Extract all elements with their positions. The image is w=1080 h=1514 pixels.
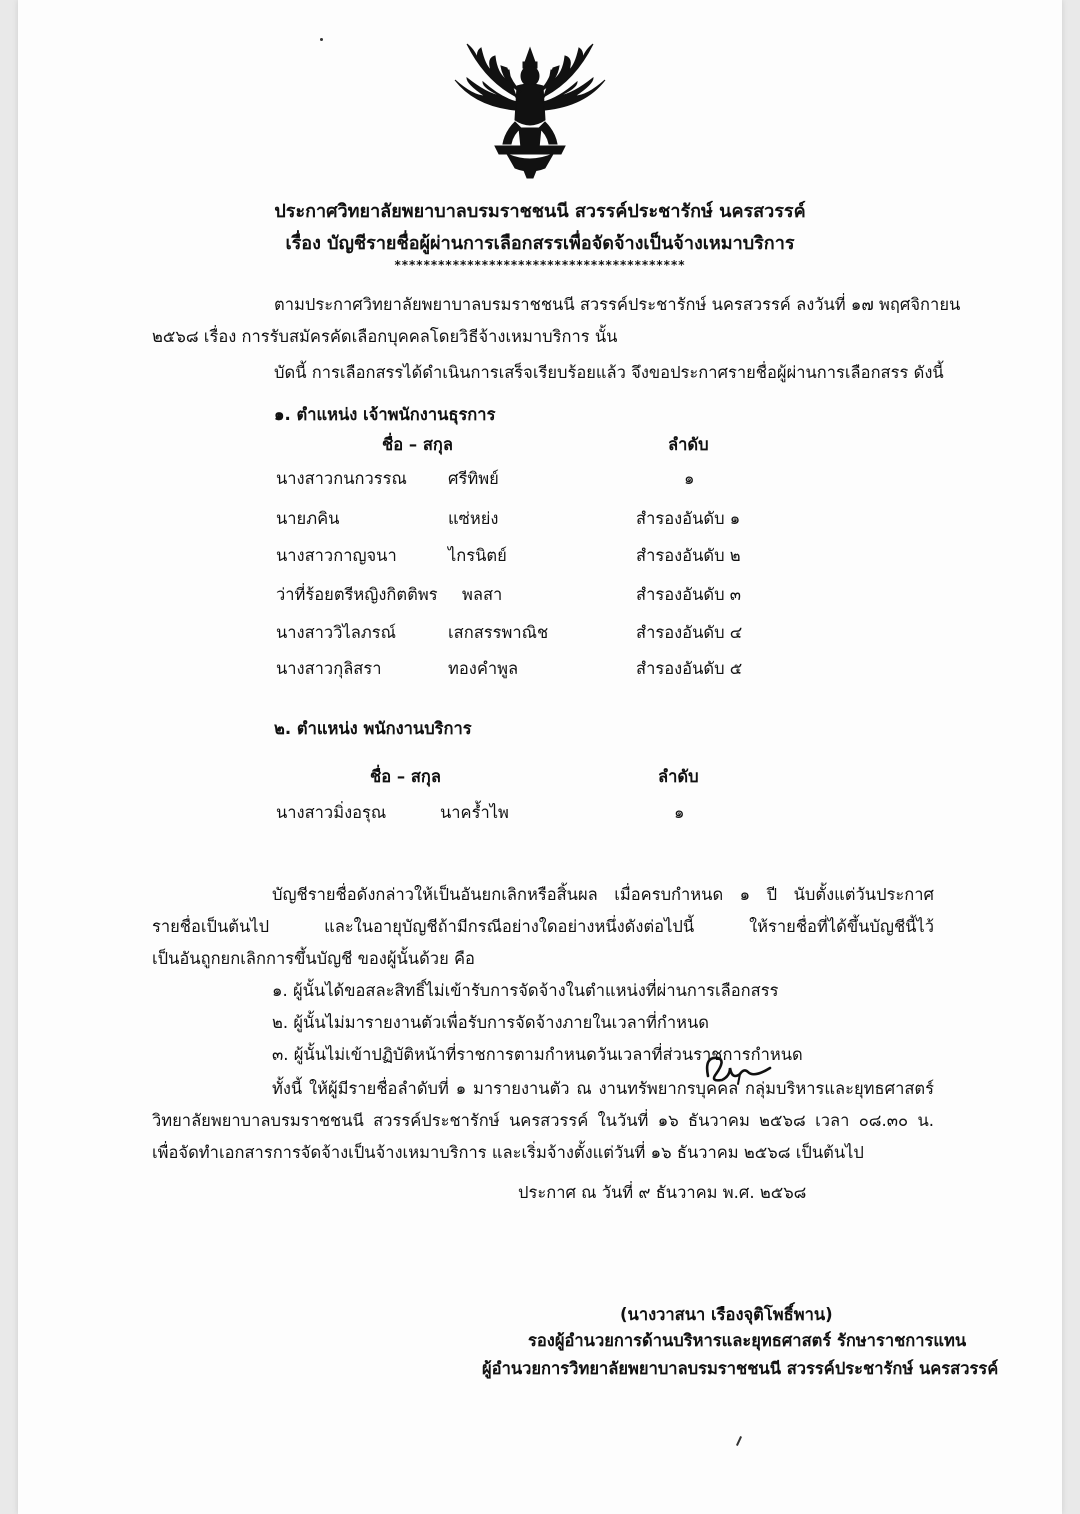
signatory-title-2: ผู้อำนวยการวิทยาลัยพยาบาลบรมราชชนนี สวรรค์ประชารักษ์ นครสวรรค์ (482, 1359, 999, 1378)
s1-row-4-rank: สำรองอันดับ ๓ (636, 585, 742, 604)
s2-row-1-first: นางสาวมิ่งอรุณ (276, 803, 387, 822)
report-line-2: วิทยาลัยพยาบาลบรมราชชนนี สวรรค์ประชารักษ์ นครสวรรค์ ในวันที่ ๑๖ ธันวาคม ๒๕๖๘ เวลา ๐๘.๓๐ น. (152, 1111, 934, 1130)
section-2-col-name: ชื่อ – สกุล (370, 767, 442, 786)
announcement-title: ประกาศวิทยาลัยพยาบาลบรมราชชนนี สวรรค์ประชารักษ์ นครสวรรค์ (274, 201, 806, 222)
signatory-title-1: รองผู้อำนวยการด้านบริหารและยุทธศาสตร์ รักษาราชการแทน (528, 1331, 967, 1350)
intro-line-2: ๒๕๖๘ เรื่อง การรับสมัครคัดเลือกบุคคลโดยวิธีจ้างเหมาบริการ นั้น (152, 327, 618, 346)
condition-item-3: ๓. ผู้นั้นไม่เข้าปฏิบัติหน้าที่ราชการตามกำหนดวันเวลาที่ส่วนราชการกำหนด (272, 1045, 803, 1064)
s1-row-1-rank: ๑ (684, 469, 695, 488)
condition-item-2: ๒. ผู้นั้นไม่มารายงานตัวเพื่อรับการจัดจ้างภายในเวลาที่กำหนด (272, 1013, 709, 1032)
s1-row-6-last: ทองคำพูล (448, 659, 519, 678)
s1-row-4-first: ว่าที่ร้อยตรีหญิงกิตติพร (276, 585, 438, 604)
handwritten-signature (700, 1046, 780, 1096)
s1-row-4-last: พลสา (462, 585, 503, 604)
s1-row-2-first: นายภคิน (276, 509, 340, 528)
s1-row-1-last: ศรีทิพย์ (448, 469, 499, 488)
section-2-title: ๒. ตำแหน่ง พนักงานบริการ (274, 719, 472, 738)
star-divider: **************************************** (394, 258, 686, 272)
s1-row-2-last: แซ่หย่ง (448, 509, 499, 528)
conditions-line-2: รายชื่อเป็นต้นไป และในอายุบัญชีถ้ามีกรณีอย่างใดอย่างหนึ่งดังต่อไปนี้ ให้รายชื่อที่ได้ขึ้นบัญชีนี้ไว้ (152, 917, 934, 936)
section-2-col-rank: ลำดับ (658, 767, 699, 786)
s1-row-5-last: เสกสรรพาณิช (448, 623, 549, 642)
s2-row-1-last: นาคร้ำไพ (440, 803, 509, 822)
announce-date: ประกาศ ณ วันที่ ๙ ธันวาคม พ.ศ. ๒๕๖๘ (518, 1183, 807, 1202)
section-1-title: ๑. ตำแหน่ง เจ้าพนักงานธุรการ (274, 405, 496, 424)
s1-row-1-first: นางสาวกนกวรรณ (276, 469, 407, 488)
intro-line-3: บัดนี้ การเลือกสรรได้ดำเนินการเสร็จเรียบร้อยแล้ว จึงขอประกาศรายชื่อผู้ผ่านการเลือกสรร ดังนี้ (274, 363, 944, 382)
report-line-3: เพื่อจัดทำเอกสารการจัดจ้างเป็นจ้างเหมาบริการ และเริ่มจ้างตั้งแต่วันที่ ๑๖ ธันวาคม ๒๕๖๘ เป็นต้นไป (152, 1143, 864, 1162)
signatory-name: (นางวาสนา เรืองจุติโพธิ์พาน) (620, 1305, 833, 1324)
s1-row-5-rank: สำรองอันดับ ๔ (636, 623, 743, 642)
announcement-subject: เรื่อง บัญชีรายชื่อผู้ผ่านการเลือกสรรเพื่อจัดจ้างเป็นจ้างเหมาบริการ (285, 233, 795, 254)
conditions-line-3: เป็นอันถูกยกเลิกการขึ้นบัญชี ของผู้นั้นด้วย คือ (152, 949, 475, 968)
garuda-emblem-icon (445, 40, 615, 180)
s1-row-3-rank: สำรองอันดับ ๒ (636, 546, 741, 565)
s1-row-6-rank: สำรองอันดับ ๕ (636, 659, 743, 678)
intro-line-1: ตามประกาศวิทยาลัยพยาบาลบรมราชชนนี สวรรค์ประชารักษ์ นครสวรรค์ ลงวันที่ ๑๗ พฤศจิกายน (274, 295, 961, 314)
conditions-line-1: บัญชีรายชื่อดังกล่าวให้เป็นอันยกเลิกหรือสิ้นผล เมื่อครบกำหนด ๑ ปี นับตั้งแต่วันประกาศ (272, 885, 934, 904)
speck (320, 38, 323, 41)
s1-row-2-rank: สำรองอันดับ ๑ (636, 509, 741, 528)
s2-row-1-rank: ๑ (674, 803, 685, 822)
s1-row-3-first: นางสาวกาญจนา (276, 546, 397, 565)
s1-row-6-first: นางสาวกุลิสรา (276, 659, 382, 678)
s1-row-3-last: ไกรนิตย์ (448, 546, 507, 565)
s1-row-5-first: นางสาววิไลภรณ์ (276, 623, 396, 642)
condition-item-1: ๑. ผู้นั้นได้ขอสละสิทธิ์ไม่เข้ารับการจัดจ้างในตำแหน่งที่ผ่านการเลือกสรร (272, 981, 779, 1000)
section-1-col-rank: ลำดับ (668, 435, 709, 454)
report-line-1: ทั้งนี้ ให้ผู้มีรายชื่อลำดับที่ ๑ มารายงานตัว ณ งานทรัพยากรบุคคล กลุ่มบริหารและยุทธศาสตร์ (272, 1079, 934, 1098)
section-1-col-name: ชื่อ – สกุล (382, 435, 454, 454)
